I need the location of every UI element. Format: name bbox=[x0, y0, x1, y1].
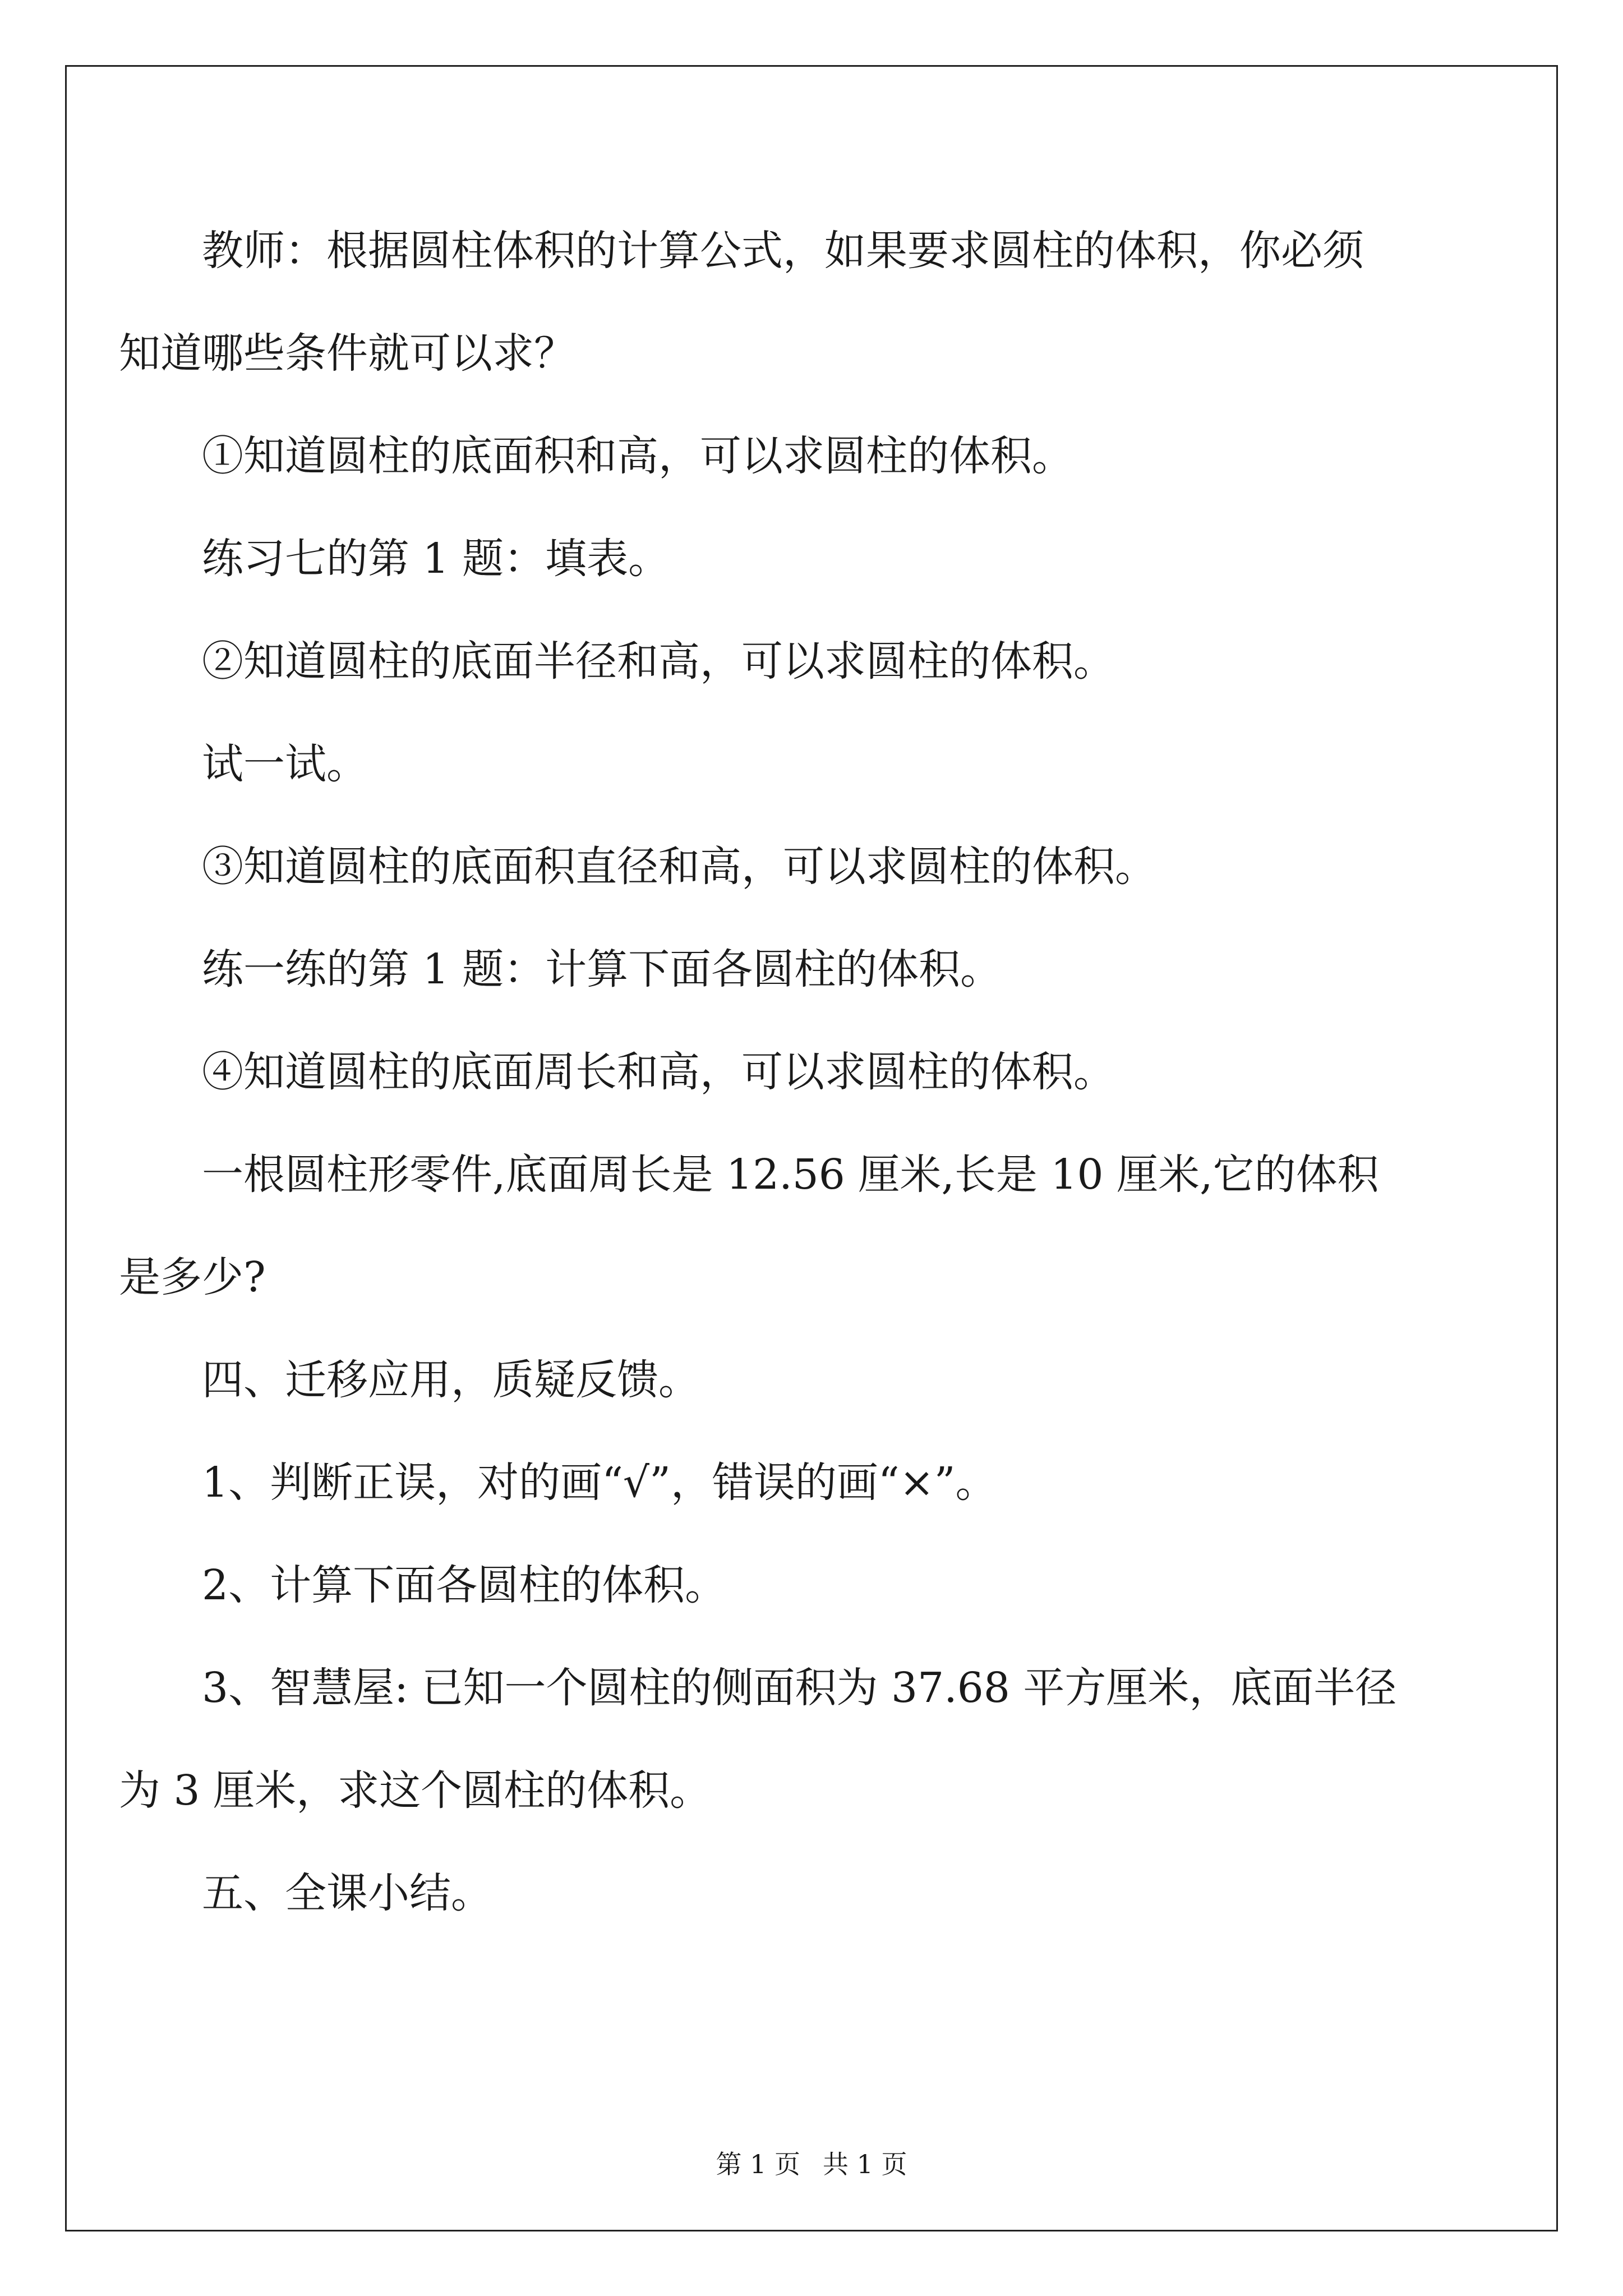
paragraph: 教师：根据圆柱体积的计算公式，如果要求圆柱的体积，你必须 bbox=[202, 227, 1364, 275]
paragraph: 知道哪些条件就可以求？ bbox=[119, 329, 575, 378]
paragraph: 一根圆柱形零件,底面周长是 12.56 厘米,长是 10 厘米,它的体积 bbox=[202, 1151, 1379, 1199]
paragraph: 为 3 厘米，求这个圆柱的体积。 bbox=[119, 1766, 712, 1815]
paragraph: 是多少? bbox=[119, 1253, 266, 1301]
paragraph: 四、迁移应用，质疑反馈。 bbox=[202, 1356, 700, 1404]
paragraph: ③知道圆柱的底面积直径和高，可以求圆柱的体积。 bbox=[202, 843, 1156, 891]
paragraph: 2、计算下面各圆柱的体积。 bbox=[202, 1561, 727, 1609]
paragraph: 3、智慧屋: 已知一个圆柱的侧面积为 37.68 平方厘米，底面半径 bbox=[202, 1664, 1397, 1712]
paragraph: 试一试。 bbox=[202, 740, 368, 788]
page-footer bbox=[0, 2144, 1623, 2181]
paragraph: ②知道圆柱的底面半径和高，可以求圆柱的体积。 bbox=[202, 637, 1115, 685]
paragraph: 五、全课小结。 bbox=[202, 1869, 492, 1917]
paragraph: ①知道圆柱的底面积和高，可以求圆柱的体积。 bbox=[202, 432, 1073, 480]
paragraph: ④知道圆柱的底面周长和高，可以求圆柱的体积。 bbox=[202, 1048, 1115, 1096]
page-number: 第 1 页 bbox=[716, 2149, 800, 2179]
paragraph: 练一练的第 1 题：计算下面各圆柱的体积。 bbox=[202, 945, 1002, 993]
paragraph: 练习七的第 1 题：填表。 bbox=[202, 535, 670, 583]
paragraph: 1、判断正误，对的画“√”，错误的画“×”。 bbox=[202, 1458, 997, 1507]
page-total: 共 1 页 bbox=[823, 2149, 907, 2179]
